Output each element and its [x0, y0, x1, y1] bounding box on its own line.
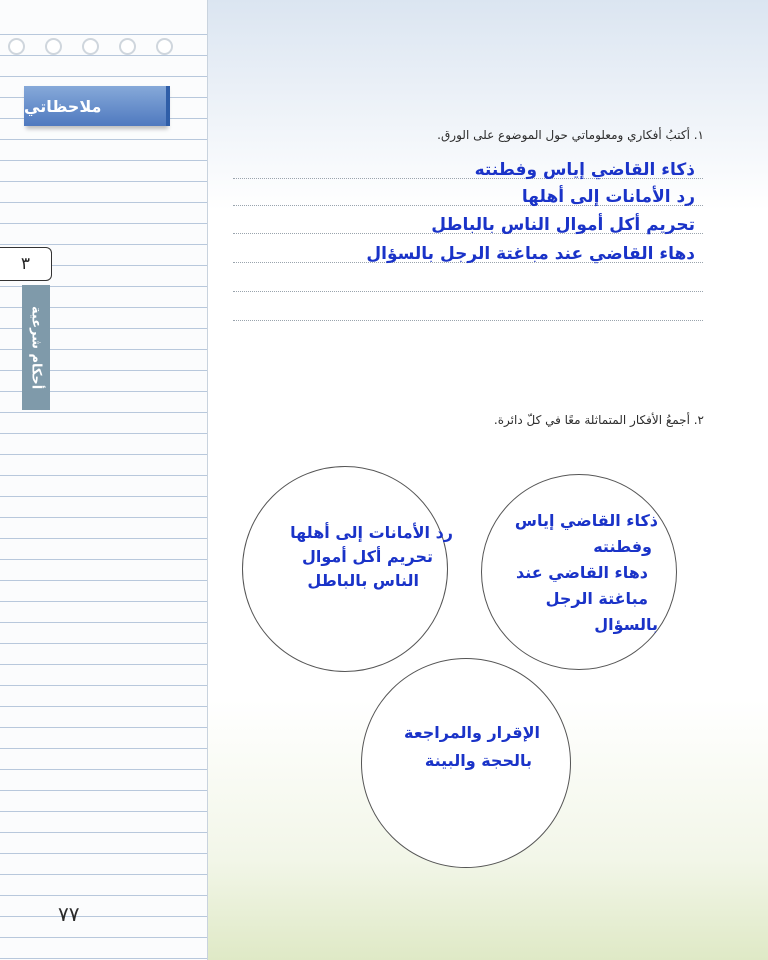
grouping-circle-bottom — [361, 658, 571, 868]
answer-line-2: رد الأمانات إلى أهلها — [521, 187, 695, 207]
circle-right-line-1: ذكاء القاضي إياس — [514, 511, 658, 530]
binder-hole — [156, 38, 173, 55]
binder-hole — [82, 38, 99, 55]
binder-hole — [8, 38, 25, 55]
page-number: ٧٧ — [58, 902, 80, 926]
circle-right-line-4: مباغتة الرجل — [545, 589, 648, 608]
exercise1-instruction: ١. أكتبُ أفكاري ومعلوماتي حول الموضوع على الورق. — [437, 128, 704, 142]
exercise2-instruction: ٢. أجمعُ الأفكار المتماثلة معًا في كلّ دائرة. — [493, 413, 704, 427]
circle-bottom-line-1: الإقرار والمراجعة — [404, 723, 540, 742]
circle-right-line-3: دهاء القاضي عند — [516, 563, 648, 582]
notes-title-text: ملاحظاتي — [24, 96, 102, 116]
writing-line — [233, 320, 703, 321]
answer-line-1: ذكاء القاضي إياس وفطنته — [474, 160, 695, 180]
circle-bottom-line-2: بالحجة والبينة — [424, 751, 532, 770]
circle-left-line-3: الناس بالباطل — [307, 571, 419, 590]
unit-label: أحكام شرعية — [28, 305, 44, 390]
answer-line-4: دهاء القاضي عند مباغتة الرجل بالسؤال — [366, 244, 695, 264]
unit-label-tab — [22, 285, 50, 410]
answer-line-3: تحريم أكل أموال الناس بالباطل — [431, 215, 695, 235]
circle-left-line-1: رد الأمانات إلى أهلها — [290, 523, 453, 542]
grouping-circle-right — [481, 474, 677, 670]
notes-tab-edge — [166, 86, 170, 126]
notes-title — [24, 86, 166, 126]
circle-right-line-2: وفطنته — [593, 537, 652, 556]
grouping-circle-left — [242, 466, 453, 672]
worksheet-area — [208, 0, 768, 960]
circle-left-line-2: تحريم أكل أموال — [301, 547, 433, 566]
unit-number: ٣ — [20, 254, 31, 274]
binder-hole — [45, 38, 62, 55]
circle-right-line-5: بالسؤال — [594, 615, 658, 634]
unit-number-badge — [0, 247, 52, 281]
binder-hole — [119, 38, 136, 55]
notes-strip — [0, 0, 208, 960]
writing-line — [233, 291, 703, 292]
